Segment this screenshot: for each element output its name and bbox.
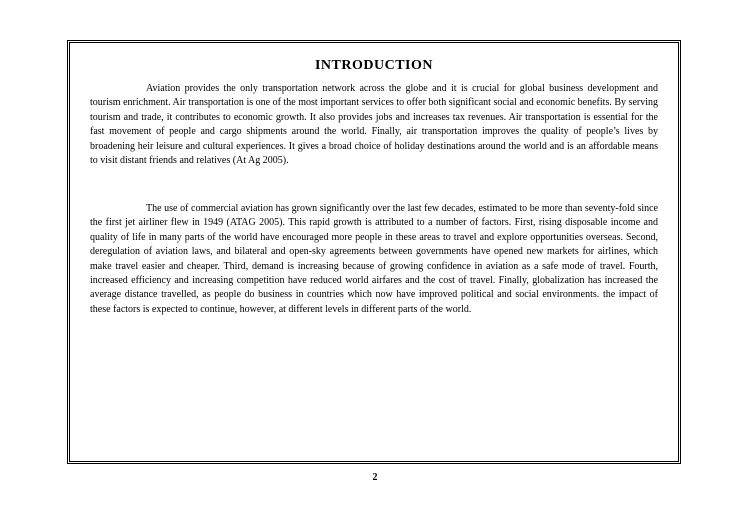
paragraph-1: Aviation provides the only transportation network across the globe and it is crucial for global business development and tourism enrichment. Air transportation is one of the most important services to offer both significant social and economic benefits. By serving tourism and trade, it contributes to economic growth. It also provides jobs and increases tax revenues. Air transportation is essential for the fast movement of people and cargo shipments around the world. Finally, air transportation improves the quality of people’s lives by broadening heir leisure and cultural experiences. It gives a broad choice of holiday destinations around the world and is an affordable means to visit distant friends and relatives (At Ag 2005). (90, 83, 658, 167)
page-number: 2 (372, 472, 378, 483)
paragraph-2: The use of commercial aviation has grown significantly over the last few decades, estimated to be more than seventy-fold since the first jet airliner flew in 1949 (ATAG 2005). This rapid growth is attributed to a number of factors. First, rising disposable income and quality of life in many parts of the world have encouraged more people in these areas to travel and explore opportunities overseas. Second, deregulation of aviation laws, and bilateral and open-sky agreements between governments have opened new markets for airlines, which make travel easier and cheaper. Third, demand is increasing because of growing confidence in aviation as a safe mode of travel. Fourth, increased efficiency and increasing competition have reduced world airfares and the cost of travel. Finally, globalization has increased the average distance travelled, as people do business in countries which now have improved political and social environments. the impact of these factors is expected to continue, however, at different levels in different parts of the world. (90, 203, 658, 315)
page-title: INTRODUCTION (314, 58, 433, 73)
